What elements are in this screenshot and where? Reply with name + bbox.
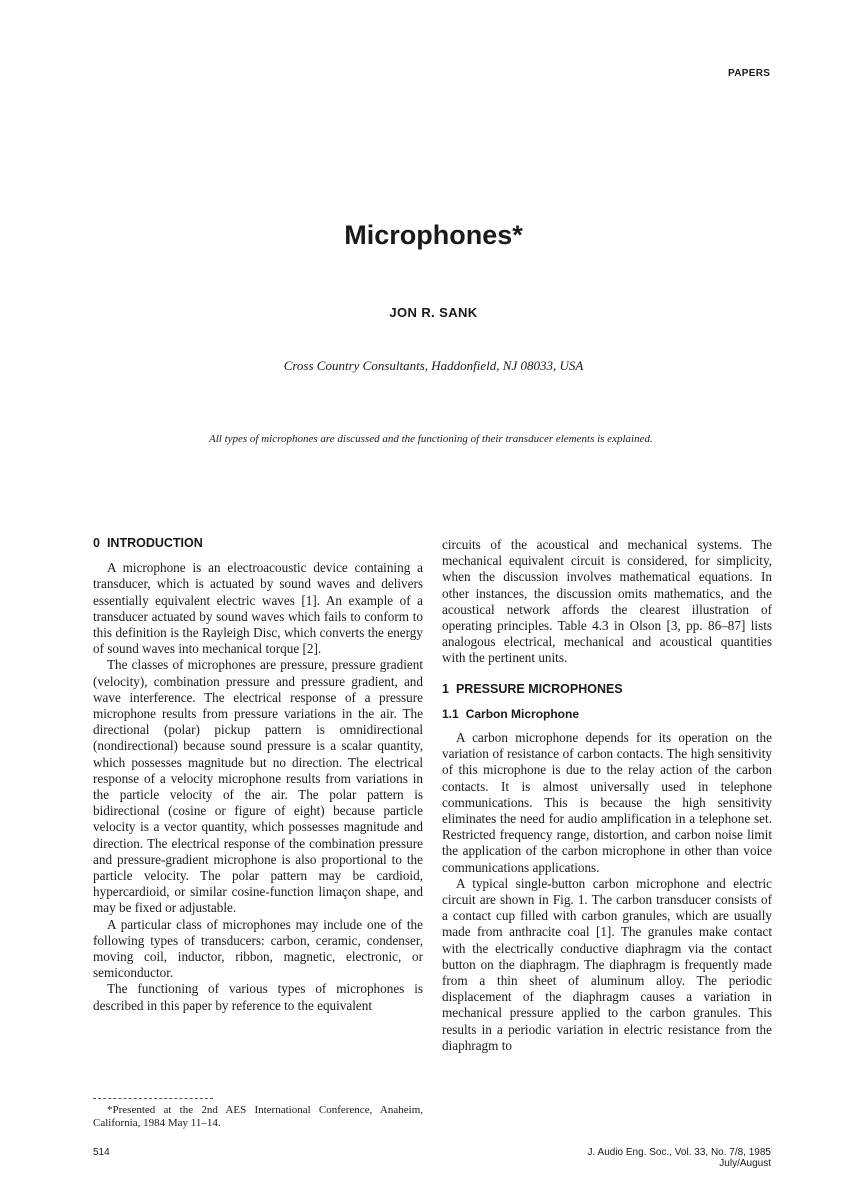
section-heading-introduction xyxy=(93,535,423,551)
body-paragraph: The functioning of various types of microphones is described in this paper by reference to the equivalent xyxy=(93,981,423,1013)
abstract: All types of microphones are discussed and the functioning of their transducer elements is explained. xyxy=(209,433,653,445)
left-column xyxy=(93,535,423,1014)
body-paragraph: A carbon microphone depends for its operation on the variation of resistance of carbon contacts. The high sensitivity of this microphone is due to the relay action of the carbon contacts. It is almost universally used in telephone communications. This is because the high sensitivity eliminates the need for audio amplification in a telephone set. Restricted frequency range, distortion, and carbon noise limit the application of the carbon microphone in other than voice communications applications. xyxy=(442,730,772,875)
author-name: JON R. SANK xyxy=(389,305,478,320)
subsection-heading-carbon-microphone xyxy=(442,706,772,722)
subsection-title: Carbon Microphone xyxy=(465,706,580,721)
body-paragraph: A typical single-button carbon microphone and electric circuit are shown in Fig. 1. The carbon transducer consists of a contact cup filled with carbon granules, which are usually made from anthracite coal [1]. The granules make contact with the electrically conductive diaphragm via the contact button on the diaphragm. The diaphragm is frequently made from a thin sheet of aluminum alloy. The periodic displacement of the diaphragm causes a variation in mechanical pressure applied to the carbon granules. This results in a periodic variation in electric resistance from the diaphragm to xyxy=(442,875,772,1053)
footnote-rule xyxy=(93,1098,213,1099)
section-number: 1 xyxy=(442,681,449,696)
body-paragraph-continued: circuits of the acoustical and mechanical systems. The mechanical equivalent circuit is considered, for simplicity, when the discussion involves mathematical equations. In other instances, the discussion omits mathematics, and the acoustical network affords the clearest illustration of operating principles. Table 4.3 in Olson [3, pp. 86–87] lists analogous electrical, mechanical and acoustical quantities with the pertinent units. xyxy=(442,537,772,666)
footnote: *Presented at the 2nd AES International Conference, Anaheim, California, 1984 May 11–14. xyxy=(93,1104,423,1129)
page-number: 514 xyxy=(93,1147,110,1158)
body-paragraph: A particular class of microphones may include one of the following types of transducers: carbon, ceramic, condenser, moving coil, inductor, ribbon, magnetic, electronic, or semiconductor. xyxy=(93,916,423,981)
paper-title: Microphones* xyxy=(344,220,523,250)
section-label: PAPERS xyxy=(728,68,771,79)
body-paragraph: The classes of microphones are pressure, pressure gradient (velocity), combination pressure and pressure gradient, and wave interference. The electrical response of a pressure microphone results from pressure variations in the air. The directional (polar) pickup pattern is omnidirectional (nondirectional) because sound pressure is a scalar quantity, which possesses magnitude but no direction. The electrical response of a velocity microphone results from variations in the particle velocity of the air. The polar pattern is bidirectional (cosine or figure of eight) because particle velocity is a vector quantity, which possesses magnitude and direction. The electrical response of the combination pressure and pressure-gradient microphone is also proportional to the particle velocity. The polar pattern may be cardioid, hypercardioid, or similar cosine-function limaçon shape, and may be fixed or adjustable. xyxy=(93,657,423,916)
journal-citation: J. Audio Eng. Soc., Vol. 33, No. 7/8, 1985 July/August xyxy=(587,1147,771,1169)
subsection-number: 1.1 xyxy=(442,706,459,721)
section-title: PRESSURE MICROPHONES xyxy=(455,681,623,696)
author-affiliation: Cross Country Consultants, Haddonfield, NJ 08033, USA xyxy=(283,358,584,373)
section-number: 0 xyxy=(93,536,100,550)
section-title: INTRODUCTION xyxy=(106,536,203,550)
right-column xyxy=(442,537,772,1054)
section-heading-pressure-microphones xyxy=(442,681,772,697)
body-paragraph: A microphone is an electroacoustic device containing a transducer, which is actuated by sound waves and delivers essentially equivalent electric waves [1]. An example of a transducer actuated by sound waves which fails to conform to this definition is the Rayleigh Disc, which converts the energy of sound waves into mechanical torque [2]. xyxy=(93,560,423,657)
